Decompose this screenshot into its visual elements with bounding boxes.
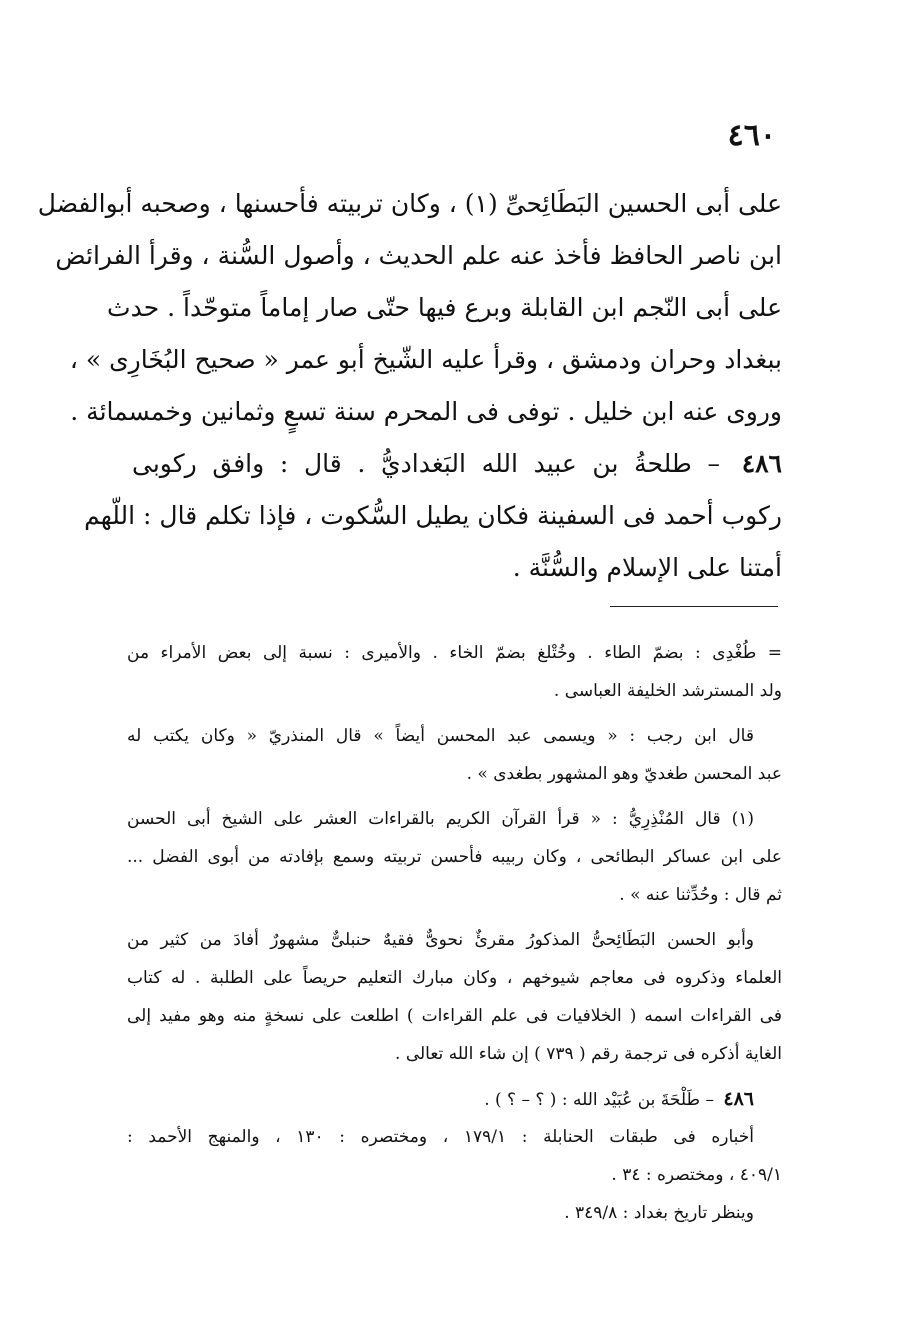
footnote-line: ولد المسترشد الخليفة العباسى . — [553, 681, 782, 701]
main-line: أمتنا على الإسلام والسُّنَّة . — [512, 553, 782, 582]
footnote-line: ثم قال : وحُدِّثنا عنه » . — [619, 885, 782, 905]
footnotes — [127, 634, 782, 1239]
entry-number: ٤٨٦ — [741, 449, 782, 478]
main-line: وروى عنه ابن خليل . توفى فى المحرم سنة تسعٍ وثمانين وخمسمائة . — [70, 397, 782, 426]
footnote-entry-line — [127, 1080, 782, 1118]
footnote-continuation — [127, 634, 782, 710]
main-line: على أبى النّجم ابن القابلة وبرع فيها حتّى صار إماماً متوحّداً . حدث — [107, 293, 782, 322]
footnote-line: ٤٠٩/١ ، ومختصره : ٣٤ . — [611, 1165, 782, 1185]
footnote-entry-text: – طَلْحَةَ بن عُبَيْد الله : ( ؟ – ؟ ) . — [484, 1090, 714, 1110]
main-line: ببغداد وحران ودمشق ، وقرأ عليه الشّيخ أبو عمر « صحيح البُخَارِى » ، — [69, 345, 782, 374]
main-text — [37, 178, 782, 594]
footnote-line: وينظر تاريخ بغداد : ٣٤٩/٨ . — [564, 1203, 754, 1223]
footnote-line: أخباره فى طبقات الحنابلة : ١٧٩/١ ، ومختصره : ١٣٠ ، والمنهج الأحمد : — [127, 1127, 754, 1147]
main-line: ابن ناصر الحافظ فأخذ عنه علم الحديث ، وأصول السُّنة ، وقرأ الفرائض — [55, 241, 782, 270]
footnote-line: على ابن عساكر البطائحى ، وكان ربيبه فأحسن تربيته وسمع بإفادته من أبوى الفضل ... — [127, 847, 782, 867]
page-number: ٤٦٠ — [727, 118, 776, 153]
footnote-1 — [127, 800, 782, 914]
main-line: ركوب أحمد فى السفينة فكان يطيل السُّكوت ، فإذا تكلم قال : اللّهم — [84, 501, 782, 530]
entry-heading-line — [132, 438, 782, 490]
footnote-line: = طُغْدِى : بضمّ الطاء . وخُتْلغ بضمّ الخاء . والأميرى : نسبة إلى بعض الأمراء من — [127, 643, 782, 663]
footnote-entry-486 — [127, 1080, 782, 1232]
footnote-line: قال ابن رجب : « ويسمى عبد المحسن أيضاً » قال المنذريّ « وكان يكتب له — [127, 726, 754, 746]
main-line: على أبى الحسين البَطَائِحىِّ (١) ، وكان تربيته فأحسنها ، وصحبه أبوالفضل — [37, 189, 782, 218]
entry-heading-text: – طلحةُ بن عبيد الله البَغداديُّ . قال : وافق ركوبى — [132, 449, 720, 478]
footnote-line: فى القراءات اسمه ( الخلافيات فى علم القراءات ) اطلعت على نسخةٍ منه وهو مفيد إلى — [127, 1006, 782, 1026]
footnote-line: وأبو الحسن البَطَائِحىُّ المذكورُ مقرئٌ نحوىٌّ فقيهٌ حنبلىٌّ مشهورٌ أفادَ من كثير من — [127, 930, 754, 950]
footnote-line: عبد المحسن طغديّ وهو المشهور بطغدى » . — [466, 764, 782, 784]
footnote-line: (١) قال المُنْذِرِيُّ : « قرأ القرآن الكريم بالقراءات العشر على الشيخ أبى الحسن — [127, 809, 754, 829]
footnote-line: العلماء وذكروه فى معاجم شيوخهم ، وكان مبارك التعليم حريصاً على الطلبة . له كتاب — [127, 968, 782, 988]
footnote-entry-number: ٤٨٦ — [723, 1088, 754, 1110]
footnote-bataihi — [127, 921, 782, 1073]
footnote-ibn-rajab — [127, 717, 782, 793]
footnote-separator — [610, 606, 778, 607]
footnote-line: الغاية أذكره فى ترجمة رقم ( ٧٣٩ ) إن شاء الله تعالى . — [395, 1044, 782, 1064]
